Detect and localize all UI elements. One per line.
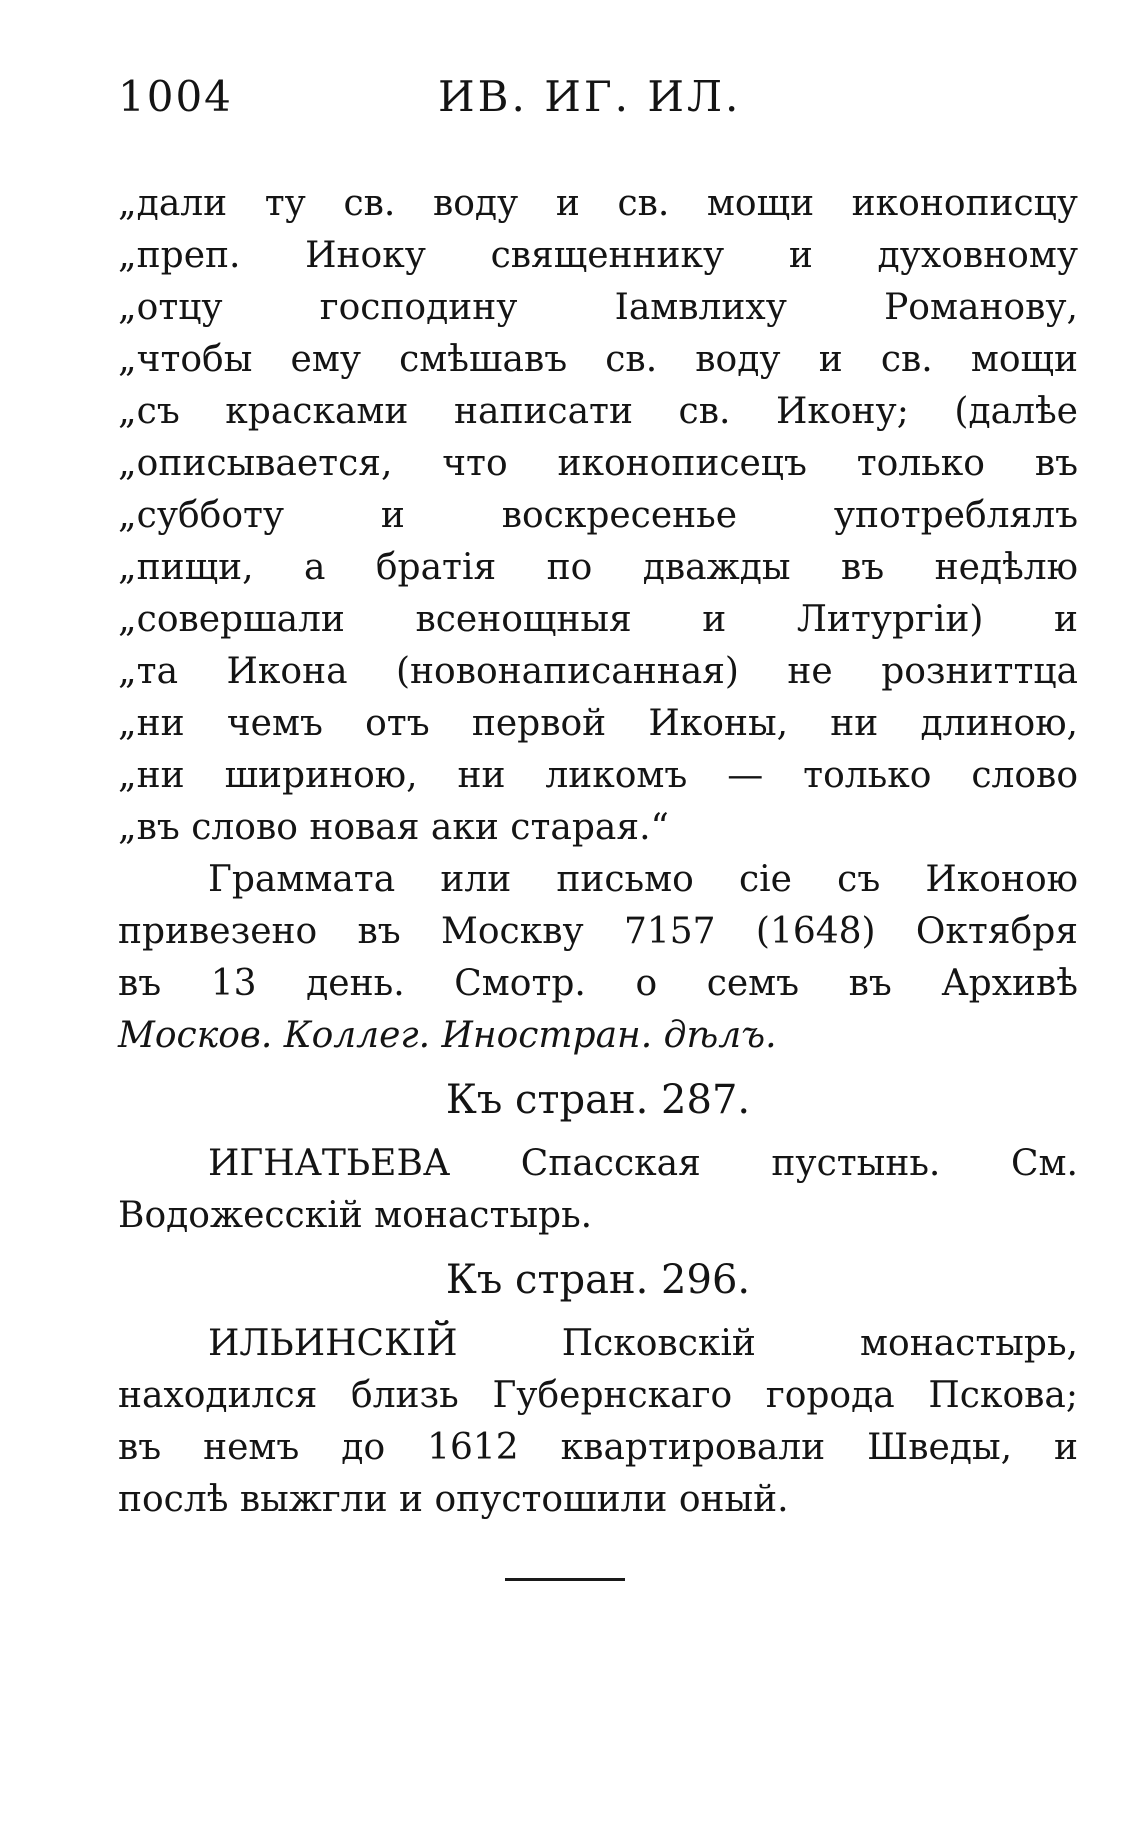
entry-line: послѣ выжгли и опустошили оный.: [118, 1479, 789, 1520]
paragraph-line: Грамматa или письмо сiе съ Иконою: [208, 859, 1078, 900]
quote-line: „пищи, а братiя по дважды въ недѣлю: [118, 547, 1078, 588]
end-rule: [505, 1578, 625, 1581]
quote-line: „та Икона (новонаписанная) не розниттца: [118, 651, 1078, 692]
entry-line: въ немъ до 1612 квартировали Шведы, и: [118, 1427, 1078, 1468]
paragraph-line: привезено въ Москву 7157 (1648) Октября: [118, 911, 1078, 952]
entry-line: находился близь Губернскаго города Пскова;: [118, 1375, 1078, 1416]
quote-line: „ни чемъ отъ первой Иконы, ни длиною,: [118, 703, 1078, 744]
page-body: [118, 178, 1078, 1526]
gramota-paragraph: [118, 854, 1078, 1062]
quote-block: [118, 178, 1078, 854]
paragraph-line: Москов. Коллег. Иностран. дѣлъ.: [118, 1015, 777, 1056]
quote-line: „съ красками написати св. Икону; (далѣе: [118, 391, 1078, 432]
entry-ilyinsky: [118, 1318, 1078, 1526]
running-head: ИВ. ИГ. ИЛ.: [438, 72, 742, 121]
entry-line: Водожесскiй монастырь.: [118, 1195, 593, 1236]
page-header: [118, 72, 1080, 132]
quote-line: „ни шириною, ни ликомъ — только слово: [118, 755, 1078, 796]
entry-line: ИЛЬИНСКIЙ Псковскiй монастырь,: [208, 1323, 1078, 1364]
page-number: 1004: [118, 72, 233, 121]
quote-line: „отцу господину Iамвлиху Романову,: [118, 287, 1078, 328]
quote-line: „чтобы ему смѣшавъ св. воду и св. мощи: [118, 339, 1078, 380]
section-heading: Къ стран. 287.: [445, 1077, 751, 1123]
paragraph-line: въ 13 день. Смотр. о семъ въ Архивѣ: [118, 963, 1078, 1004]
entry-line: ИГНАТЬЕВА Спасская пустынь. См.: [208, 1143, 1078, 1184]
quote-line: „совершали всенощныя и Литургiи) и: [118, 599, 1078, 640]
entry-ignatyeva: [118, 1138, 1078, 1242]
quote-line: „дали ту св. воду и св. мощи иконописцу: [118, 183, 1078, 224]
quote-line: „описывается, что иконописецъ только въ: [118, 443, 1078, 484]
quote-line: „преп. Иноку священнику и духовному: [118, 235, 1078, 276]
quote-line: „въ слово новая аки старая.“: [118, 807, 669, 848]
quote-line: „субботу и воскресенье употреблялъ: [118, 495, 1078, 536]
section-heading: Къ стран. 296.: [445, 1257, 751, 1303]
